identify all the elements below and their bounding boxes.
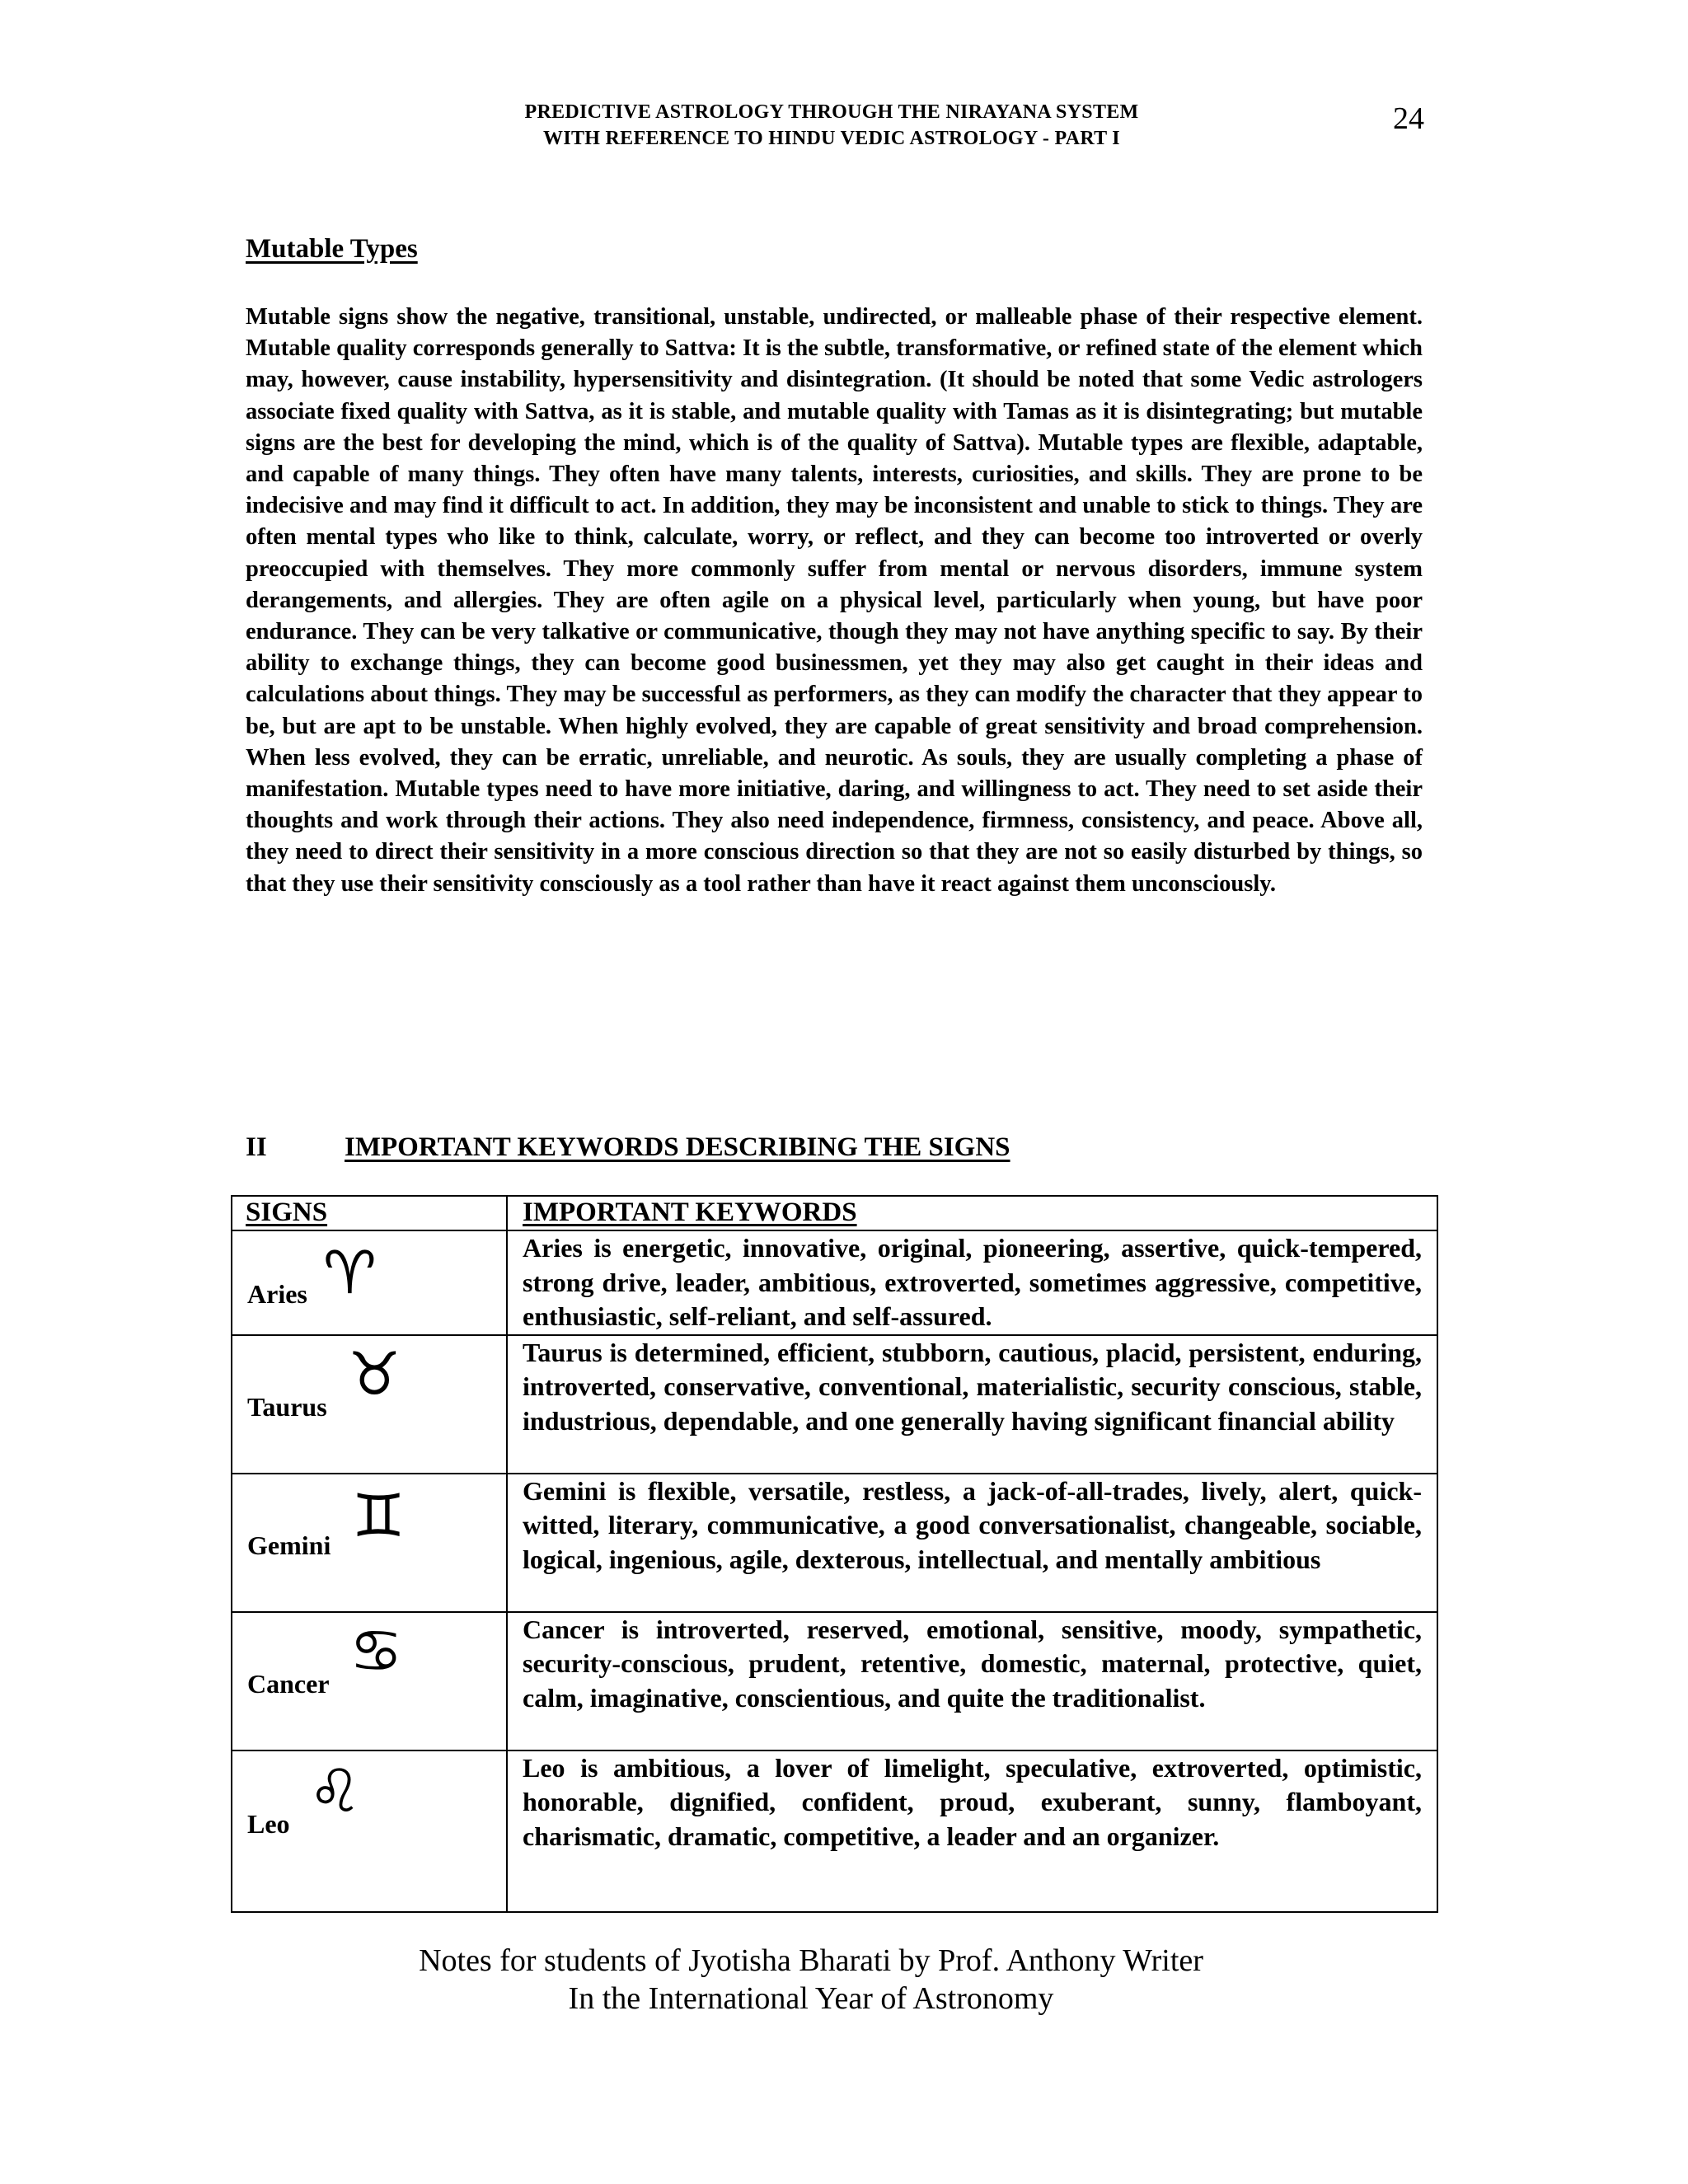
column-header-keywords: [507, 1196, 1437, 1230]
mutable-types-paragraph: Mutable signs show the negative, transitional, unstable, undirected, or malleable phase of their respective element. Mutable quality corresponds generally to Sattva: It is the subtle, transformative, or refined state of the element which may, however, cause instability, hypersensitivity and disintegration. (It should be noted that some Vedic astrologers associate fixed quality with Sattva, as it is stable, and mutable quality with Tamas as it is disintegrating; but mutable signs are the best for developing the mind, which is of the quality of Sattva). Mutable types are flexible, adaptable, and capable of many things. They often have many talents, interests, curiosities, and skills. They are prone to be indecisive and may find it difficult to act. In addition, they may be inconsistent and unable to stick to things. They are often mental types who like to think, calculate, worry, or reflect, and they can become too introverted or overly preoccupied with themselves. They more commonly suffer from mental or nervous disorders, immune system derangements, and allergies. They are often agile on a physical level, particularly when young, but have poor endurance. They can be very talkative or communicative, though they may not have anything specific to say. By their ability to exchange things, they can become good businessmen, yet they may also get caught in their ideas and calculations about things. They may be successful as performers, as they can modify the character that they appear to be, but are apt to be unstable. When highly evolved, they are capable of great sensitivity and broad comprehension. When less evolved, they can be erratic, unreliable, and neurotic. As souls, they are usually completing a phase of manifestation. Mutable types need to have more initiative, daring, and willingness to act. They need to set aside their thoughts and work through their actions. They also need independence, firmness, consistency, and peace. Above all, they need to direct their sensitivity in a more conscious direction so that they are not so easily disturbed by things, so that they use their sensitivity consciously as a tool rather than have it react against them unconsciously.: [246, 304, 1423, 897]
keywords-cell-aries: Aries is energetic, innovative, original, pioneering, assertive, quick-tempered, strong drive, leader, ambitious, extroverted, sometimes aggressive, competitive, enthusiastic, self-reliant, and self-assured.: [507, 1230, 1437, 1335]
signs-keywords-table: [231, 1195, 1438, 1913]
section-title: IMPORTANT KEYWORDS DESCRIBING THE SIGNS: [345, 1132, 1010, 1162]
header-title-line-1: PREDICTIVE ASTROLOGY THROUGH THE NIRAYANA SYSTEM: [524, 101, 1139, 123]
table-row: [232, 1612, 1437, 1750]
sign-cell-aries: [232, 1230, 507, 1335]
section-numeral: II: [246, 1132, 267, 1162]
footer-line-2: In the International Year of Astronomy: [568, 1981, 1054, 2016]
column-header-signs: [232, 1196, 507, 1230]
keywords-cell-leo: Leo is ambitious, a lover of limelight, speculative, extroverted, optimistic, honorable, dignified, confident, proud, exuberant, sunny, flamboyant, charismatic, dramatic, competitive, a leader and an organizer.: [507, 1750, 1437, 1912]
sign-name-cancer: Cancer: [247, 1668, 330, 1699]
cancer-glyph-icon: ♋︎: [349, 1615, 403, 1685]
table-row: [232, 1750, 1437, 1912]
column-header-signs-label: SIGNS: [246, 1197, 328, 1227]
page-footer: [0, 1942, 1688, 2018]
table-row: [232, 1474, 1437, 1612]
page-number: 24: [1393, 101, 1424, 136]
table-header-row: [232, 1196, 1437, 1230]
keywords-cell-gemini: Gemini is flexible, versatile, restless, a jack-of-all-trades, lively, alert, quick-witted, literary, communicative, a good conversationalist, changeable, sociable, logical, ingenious, agile, dexterous, intellectual, and mentally ambitious: [507, 1474, 1437, 1612]
sign-name-gemini: Gemini: [247, 1530, 331, 1560]
sign-cell-taurus: [232, 1335, 507, 1474]
footer-line-1: Notes for students of Jyotisha Bharati by Prof. Anthony Writer: [419, 1943, 1203, 1978]
keywords-cell-taurus: Taurus is determined, efficient, stubborn, cautious, placid, persistent, enduring, introverted, conservative, conventional, materialistic, security conscious, stable, industrious, dependable, and one generally having significant financial ability: [507, 1335, 1437, 1474]
keywords-section-heading: [246, 1132, 1400, 1163]
sign-cell-gemini: [232, 1474, 507, 1612]
column-header-keywords-label: IMPORTANT KEYWORDS: [523, 1197, 857, 1227]
leo-glyph-icon: ♌︎: [308, 1755, 362, 1825]
sign-cell-cancer: [232, 1612, 507, 1750]
table-row: [232, 1230, 1437, 1335]
sign-name-taurus: Taurus: [247, 1391, 327, 1422]
sign-name-leo: Leo: [247, 1808, 290, 1839]
mutable-types-heading: Mutable Types: [246, 234, 418, 264]
gemini-glyph-icon: ♊︎: [352, 1480, 406, 1550]
table-row: [232, 1335, 1437, 1474]
keywords-cell-cancer: Cancer is introverted, reserved, emotional, sensitive, moody, sympathetic, security-conscious, prudent, retentive, domestic, maternal, protective, quiet, calm, imaginative, conscientious, and quite the traditionalist.: [507, 1612, 1437, 1750]
aries-glyph-icon: ♈︎: [323, 1238, 377, 1307]
sign-cell-leo: [232, 1750, 507, 1912]
header-title-line-2: WITH REFERENCE TO HINDU VEDIC ASTROLOGY - PART I: [543, 128, 1120, 149]
sign-name-aries: Aries: [247, 1279, 307, 1309]
running-header: [0, 99, 1688, 152]
taurus-glyph-icon: ♉︎: [348, 1338, 401, 1408]
